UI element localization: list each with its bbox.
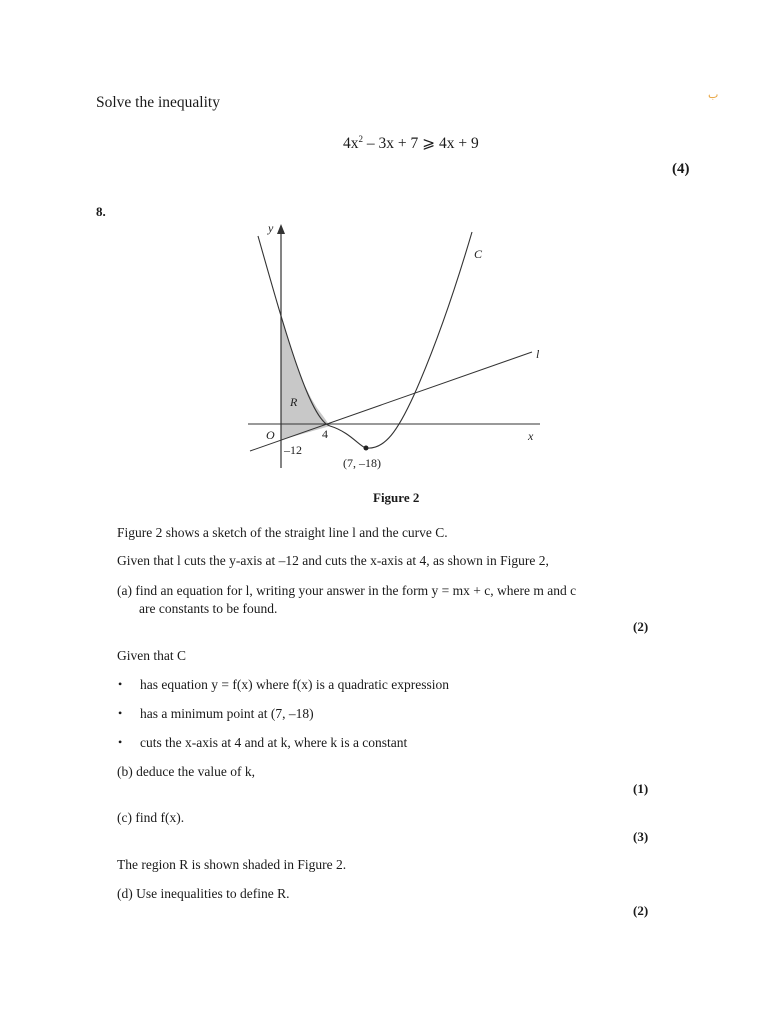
bullet-dot-2: • — [118, 706, 123, 720]
x-intercept-label: 4 — [322, 427, 328, 441]
part-c: (c) find f(x). — [117, 810, 185, 825]
bullet-2: has a minimum point at (7, –18) — [140, 706, 314, 721]
part-a-line-2: are constants to be found. — [139, 601, 278, 616]
mark-q7: (4) — [672, 161, 690, 177]
paragraph-1: Figure 2 shows a sketch of the straight line l and the curve C. — [117, 525, 448, 540]
line-label: l — [536, 347, 540, 361]
curve-label: C — [474, 247, 483, 261]
bullet-dot-1: • — [118, 677, 123, 691]
min-point-label: (7, –18) — [343, 456, 381, 470]
minimum-point — [364, 446, 369, 451]
mark-c: (3) — [633, 829, 649, 844]
part-a-line-1: (a) find an equation for l, writing your answer in the form y = mx + c, where m and c — [117, 583, 577, 598]
bullet-1: has equation y = f(x) where f(x) is a quadratic expression — [140, 677, 450, 692]
region-label: R — [290, 395, 298, 409]
mark-b: (1) — [633, 781, 649, 796]
question-intro: Solve the inequality — [96, 94, 220, 111]
part-b: (b) deduce the value of k, — [117, 764, 255, 779]
bullet-3: cuts the x-axis at 4 and at k, where k is a constant — [140, 735, 408, 750]
y-intercept-label: –12 — [284, 443, 302, 457]
y-axis-label: y — [268, 221, 274, 235]
ineq-rest: – 3x + 7 ⩾ 4x + 9 — [363, 135, 479, 153]
question-number: 8. — [96, 204, 106, 219]
y-axis-arrow — [277, 224, 285, 234]
given-heading: Given that C — [117, 648, 186, 663]
mark-d: (2) — [633, 903, 649, 918]
ineq-exponent: 2 — [358, 134, 363, 144]
origin-label: O — [266, 428, 275, 442]
bullet-dot-3: • — [118, 735, 123, 749]
x-axis-label: x — [528, 429, 534, 443]
paragraph-2: Given that l cuts the y-axis at –12 and cuts the x-axis at 4, as shown in Figure 2, — [117, 553, 549, 568]
corner-glyph: ب — [708, 89, 719, 101]
mark-a: (2) — [633, 619, 649, 634]
figure-caption: Figure 2 — [373, 490, 420, 505]
ineq-lhs-a: 4x — [343, 135, 359, 153]
part-d: (d) Use inequalities to define R. — [117, 886, 290, 901]
region-r-shading — [281, 316, 330, 440]
region-statement: The region R is shown shaded in Figure 2. — [117, 857, 347, 872]
